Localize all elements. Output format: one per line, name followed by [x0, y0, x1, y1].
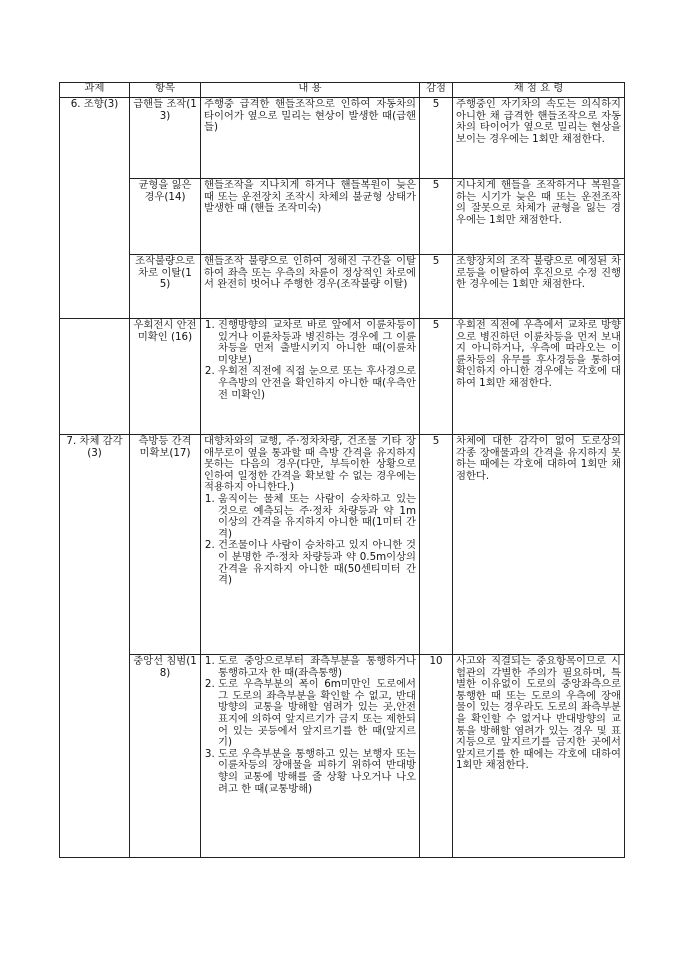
header-content: 내 용	[201, 83, 420, 98]
criteria-cell: 조향장치의 조작 불량으로 예정된 차로등을 이탈하여 후진으로 수정 진행한 경우에는 1회만 채점한다.	[453, 255, 625, 319]
header-criteria: 채 점 요 령	[453, 83, 625, 98]
header-row	[60, 83, 625, 98]
deduct-cell: 5	[420, 435, 453, 655]
table-row	[60, 655, 625, 858]
content-item: 1. 진행방향의 교차로 바로 앞에서 이륜차등이 있거나 이륜차등과 병진하는 경우에 그 이륜차등을 먼저 출발시키지 아니한 때(이륜차 미양보)	[218, 320, 416, 366]
header-task: 과제	[60, 83, 130, 98]
content-cell	[201, 435, 420, 655]
content-item: 2. 도로 우측부분의 폭이 6m미만인 도로에서 그 도로의 좌측부분을 확인할 수 없고, 반대방향의 교통을 방해할 염려가 있는 곳,안전표지에 의하여 앞지르기가 금지 또는 제한되어 있는 곳등에서 앞지르기를 한 때(앞지르기)	[218, 679, 416, 749]
item-cell: 중앙선 침범(18)	[130, 655, 201, 858]
content-item: 3. 도로 우측부분을 통행하고 있는 보행자 또는 이륜차등의 장애물을 피하기 위하여 반대방향의 교통에 방해를 줄 상황 나오거나 나오려고 한 때(교통방해)	[218, 749, 416, 795]
criteria-cell: 사고와 직결되는 중요항목이므로 시험관의 각별한 주의가 필요하며, 특별한 이유없이 도로의 중앙좌측으로 통행한 때 또는 도로의 우측에 장애물이 있는 경우라도 도로의 좌측부분을 확인할 수 없거나 반대방향의 교통을 방해할 염려가 있는 경우 및 표지등으로 앞지르기를 금지한 곳에서 앞지르기를 한 때에는 각호에 대하여 1회만 채점한다.	[453, 655, 625, 858]
criteria-cell: 지나치게 핸들을 조작하거나 복원을 하는 시기가 늦은 때 또는 운전조작의 잘못으로 차체가 균형을 잃는 경우에는 1회만 채점한다.	[453, 179, 625, 255]
header-deduct: 감점	[420, 83, 453, 98]
content-item: 1. 도로 중앙으로부터 좌측부분을 통행하거나 통행하고자 한 때(좌측통행)	[218, 656, 416, 679]
content-item: 2. 건조물이나 사람이 승차하고 있지 아니한 것이 분명한 주·정차 차량등과 약 0.5m이상의 간격을 유지하지 아니한 때(50센티미터 간격)	[218, 540, 416, 586]
item-cell: 우회전시 안전 미확인 (16)	[130, 319, 201, 435]
deduct-cell: 5	[420, 179, 453, 255]
table-row	[60, 435, 625, 655]
item-cell: 측방등 간격 미확보(17)	[130, 435, 201, 655]
task-cell-empty	[60, 319, 130, 435]
criteria-cell: 차체에 대한 감각이 없어 도로상의 각종 장애물과의 간격을 유지하지 못하는 때에는 각호에 대하여 1회만 채점한다.	[453, 435, 625, 655]
content-intro: 대향차와의 교행, 주·정차차량, 건조물 기타 장애무로이 옆을 통과할 때 측방 간격을 유지하지 못하는 다음의 경우(다만, 부득이한 상황으로 인하여 일정한 간격을 확보할 수 없는 경우에는 적용하지 아니한다.)	[204, 435, 416, 494]
task-cell: 7. 차체 감각(3)	[60, 435, 130, 858]
deduct-cell: 5	[420, 319, 453, 435]
content-cell	[201, 319, 420, 435]
item-cell: 급핸들 조작(13)	[130, 98, 201, 179]
content-cell: 주행중 급격한 핸들조작으로 인하여 자동차의 타이어가 옆으로 밀리는 현상이 발생한 때(급핸들)	[201, 98, 420, 179]
scoring-table	[59, 82, 625, 858]
content-cell	[201, 655, 420, 858]
table-row	[60, 98, 625, 179]
content-item: 2. 우회전 직전에 직접 눈으로 또는 후사경으로 우측방의 안전을 확인하지 아니한 때(우측안전 미확인)	[218, 366, 416, 401]
deduct-cell: 10	[420, 655, 453, 858]
table-row	[60, 179, 625, 255]
table-row	[60, 255, 625, 319]
deduct-cell: 5	[420, 98, 453, 179]
table-row	[60, 319, 625, 435]
criteria-cell: 우회전 직전에 우측에서 교차로 방향으로 병진하던 이륜차등을 먼저 보내지 아니하거나, 우측에 따라오는 이륜차등의 유무를 후사경등을 통하여 확인하지 아니한 경우에는 각호에 대하여 1회만 채점한다.	[453, 319, 625, 435]
header-item: 항목	[130, 83, 201, 98]
task-cell: 6. 조향(3)	[60, 98, 130, 319]
content-cell: 핸들조작 불량으로 인하여 정해진 구간을 이탈하여 좌측 또는 우측의 차륜이 정상적인 차로에서 완전히 벗어나 주행한 경우(조작불량 이탈)	[201, 255, 420, 319]
content-item: 1. 움직이는 물체 또는 사람이 승차하고 있는 것으로 예측되는 주·정차 차량등과 약 1m 이상의 간격을 유지하지 아니한 때(1미터 간격)	[218, 494, 416, 540]
item-cell: 조작불량으로 차로 이탈(15)	[130, 255, 201, 319]
content-cell: 핸들조작을 지나치게 하거나 핸들복원이 늦은 때 또는 운전장치 조작시 차체의 불균형 상태가 발생한 때 (핸들 조작미숙)	[201, 179, 420, 255]
deduct-cell: 5	[420, 255, 453, 319]
item-cell: 균형을 잃은 경우(14)	[130, 179, 201, 255]
criteria-cell: 주행중인 자기차의 속도는 의식하지 아니한 채 급격한 핸들조작으로 자동차의 타이어가 옆으로 밀리는 현상을 보이는 경우에는 1회만 채점한다.	[453, 98, 625, 179]
